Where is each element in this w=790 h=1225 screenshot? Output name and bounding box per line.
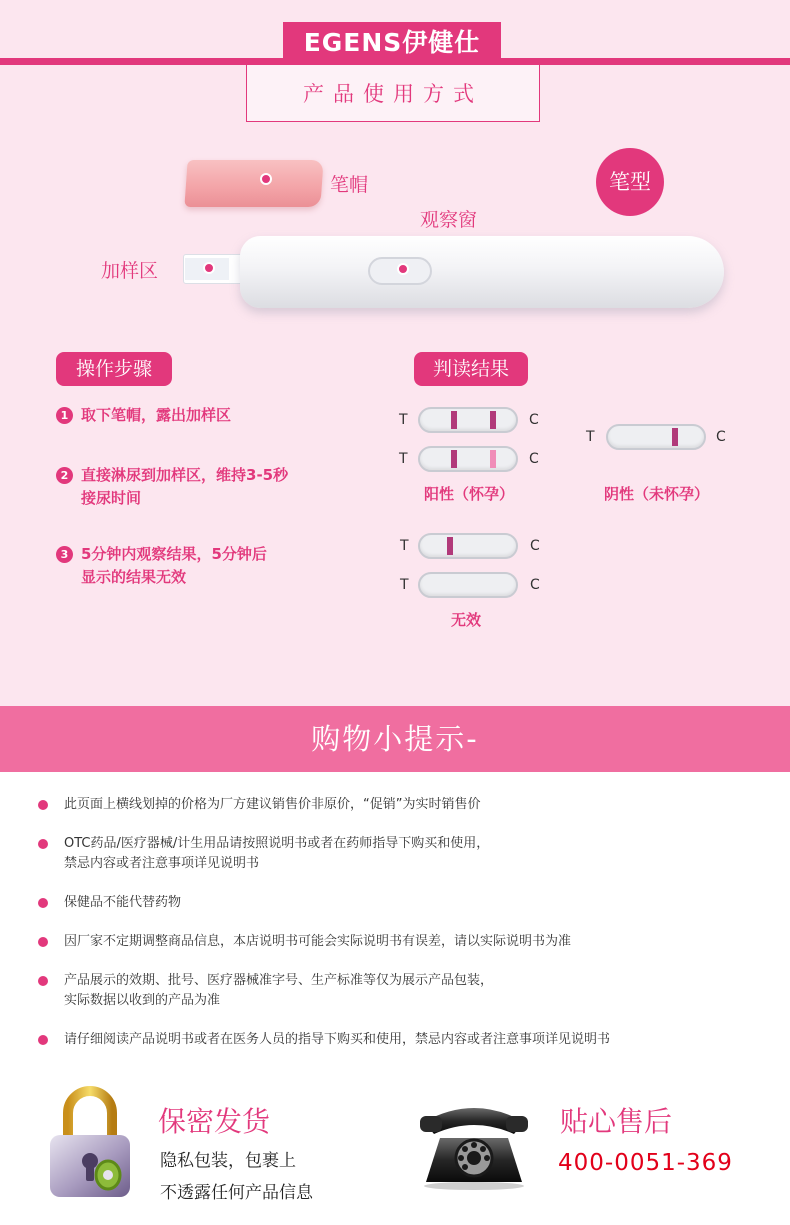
c-label: C — [529, 412, 539, 428]
bullet-icon — [38, 898, 48, 908]
brand-title: EGENS伊健仕 — [283, 22, 501, 64]
usage-title: 产品使用方式 — [246, 65, 540, 122]
test-strip-negative — [606, 424, 706, 450]
c-band — [490, 411, 496, 429]
telephone-icon — [418, 1098, 530, 1190]
negative-caption: 阴性（未怀孕） — [604, 485, 710, 503]
bullet-icon — [38, 1035, 48, 1045]
step-text: 接尿时间 — [81, 489, 142, 507]
step-text: 5分钟内观察结果，5分钟后 — [81, 545, 267, 563]
privacy-line-1: 隐私包装，包裹上 — [160, 1151, 296, 1171]
bullet-icon — [38, 839, 48, 849]
sample-marker-icon — [203, 262, 215, 274]
step-2 — [56, 464, 288, 510]
step-3 — [56, 543, 267, 589]
pen-body-image — [240, 236, 724, 308]
results-heading: 判读结果 — [414, 352, 528, 386]
c-label: C — [716, 429, 726, 445]
t-label: T — [399, 412, 408, 428]
invalid-caption: 无效 — [451, 611, 482, 629]
cap-marker-icon — [260, 173, 272, 185]
step-number: 1 — [56, 407, 73, 424]
service-title: 贴心售后 — [560, 1105, 673, 1138]
c-label: C — [530, 538, 540, 554]
step-text: 显示的结果无效 — [81, 568, 187, 586]
tip-text: 请仔细阅读产品说明书或者在医务人员的指导下购买和使用，禁忌内容或者注意事项详见说明书 — [64, 1032, 611, 1047]
t-label: T — [399, 451, 408, 467]
step-text: 取下笔帽，露出加样区 — [81, 406, 232, 424]
step-number: 3 — [56, 546, 73, 563]
t-label: T — [586, 429, 595, 445]
test-strip-positive-1 — [418, 407, 518, 433]
bullet-icon — [38, 976, 48, 986]
pen-cap-image — [184, 160, 323, 207]
tip-text: 因厂家不定期调整商品信息，本店说明书可能会实际说明书有误差，请以实际说明书为准 — [64, 934, 572, 949]
c-band — [672, 428, 678, 446]
service-phone[interactable]: 400-0051-369 — [558, 1150, 733, 1176]
tips-title: 购物小提示- — [311, 722, 479, 756]
step-number: 2 — [56, 467, 73, 484]
step-1 — [56, 404, 231, 427]
tip-text: 实际数据以收到的产品为准 — [64, 993, 221, 1008]
bullet-icon — [38, 800, 48, 810]
privacy-title: 保密发货 — [158, 1105, 271, 1138]
tip-text: 产品展示的效期、批号、医疗器械准字号、生产标准等仅为展示产品包装， — [64, 973, 494, 988]
window-marker-icon — [397, 263, 409, 275]
bullet-icon — [38, 937, 48, 947]
positive-caption: 阳性（怀孕） — [424, 485, 515, 503]
tip-text: 此页面上横线划掉的价格为厂方建议销售价非原价，“促销”为实时销售价 — [64, 797, 481, 812]
c-label: C — [529, 451, 539, 467]
test-strip-positive-2 — [418, 446, 518, 472]
step-text: 直接淋尿到加样区，维持3-5秒 — [81, 466, 289, 484]
t-band — [447, 537, 453, 555]
test-strip-invalid-1 — [418, 533, 518, 559]
cap-label: 笔帽 — [330, 174, 369, 196]
c-label: C — [530, 577, 540, 593]
steps-heading: 操作步骤 — [56, 352, 172, 386]
t-label: T — [400, 538, 409, 554]
t-band — [451, 450, 457, 468]
window-label: 观察窗 — [420, 209, 478, 231]
padlock-icon — [44, 1083, 136, 1205]
test-strip-invalid-2 — [418, 572, 518, 598]
t-band — [451, 411, 457, 429]
t-label: T — [400, 577, 409, 593]
c-band — [490, 450, 496, 468]
privacy-line-2: 不透露任何产品信息 — [160, 1183, 313, 1203]
sample-label: 加样区 — [101, 260, 159, 282]
tip-text: 禁忌内容或者注意事项详见说明书 — [64, 856, 260, 871]
tip-text: 保健品不能代替药物 — [64, 895, 182, 910]
pen-type-badge: 笔型 — [596, 148, 664, 216]
tip-text: OTC药品/医疗器械/计生用品请按照说明书或者在药师指导下购买和使用， — [64, 836, 490, 851]
